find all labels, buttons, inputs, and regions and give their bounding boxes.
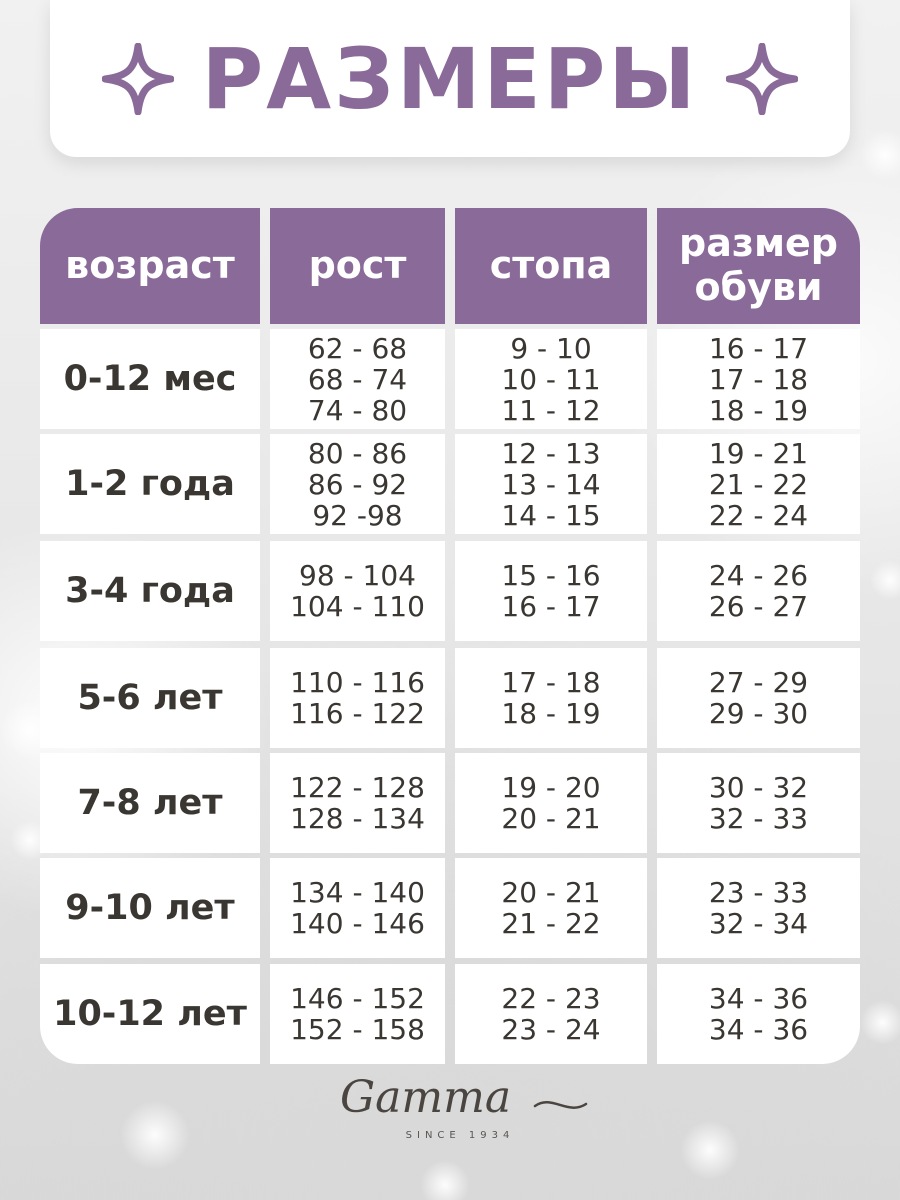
foot-value: 20 - 21: [501, 876, 601, 909]
height-value: 74 - 80: [307, 393, 408, 427]
height-value: 122 - 128: [290, 771, 425, 804]
table-cell-foot: [455, 858, 647, 958]
shoe-value: 34 - 36: [708, 1013, 809, 1046]
foot-value: 22 - 23: [501, 982, 601, 1015]
table-cell-foot: [455, 434, 647, 534]
height-value: 104 - 110: [290, 590, 425, 623]
foot-value: 15 - 16: [501, 559, 601, 592]
foot-value: 14 - 15: [501, 498, 601, 532]
height-value: 146 - 152: [290, 982, 425, 1015]
table-cell-shoe: [657, 434, 860, 534]
table-cell-age: [40, 648, 260, 748]
height-value: 110 - 116: [290, 666, 425, 699]
age-label: 7-8 лет: [77, 783, 223, 823]
table-cell-foot: [455, 329, 647, 429]
height-value: 128 - 134: [290, 802, 425, 835]
foot-value: 23 - 24: [501, 1013, 601, 1046]
shoe-value: 24 - 26: [708, 559, 809, 592]
size-table: [40, 208, 860, 1066]
table-cell-age: [40, 541, 260, 641]
sparkle-star-icon-left: [102, 43, 174, 115]
brand-logo: [330, 1068, 590, 1148]
shoe-value: 21 - 22: [708, 467, 809, 501]
shoe-value: 26 - 27: [708, 590, 809, 623]
foot-value: 11 - 12: [501, 393, 601, 427]
height-value: 80 - 86: [307, 436, 408, 470]
foot-value: 18 - 19: [501, 697, 601, 730]
table-cell-foot: [455, 648, 647, 748]
table-cell-height: [270, 648, 445, 748]
table-cell-age: [40, 434, 260, 534]
table-cell-shoe: [657, 541, 860, 641]
table-cell-shoe: [657, 648, 860, 748]
age-label: 5-6 лет: [77, 678, 223, 718]
foot-value: 10 - 11: [501, 362, 601, 396]
shoe-value: 29 - 30: [708, 697, 809, 730]
table-cell-height: [270, 329, 445, 429]
shoe-value: 18 - 19: [708, 393, 809, 427]
height-value: 68 - 74: [307, 362, 408, 396]
foot-value: 9 - 10: [510, 331, 592, 365]
table-cell-height: [270, 541, 445, 641]
shoe-value: 32 - 34: [708, 907, 809, 940]
table-cell-shoe: [657, 329, 860, 429]
title-banner: [50, 0, 850, 157]
shoe-value: 27 - 29: [708, 666, 809, 699]
height-value: 92 -98: [312, 498, 403, 532]
height-value: 134 - 140: [290, 876, 425, 909]
table-cell-age: [40, 753, 260, 853]
page-title: РАЗМЕРЫ: [201, 29, 699, 128]
age-label: 1-2 года: [65, 464, 235, 504]
foot-value: 20 - 21: [501, 802, 601, 835]
table-cell-height: [270, 434, 445, 534]
shoe-value: 34 - 36: [708, 982, 809, 1015]
header-label: возраст: [65, 243, 235, 288]
sparkle-star-icon-right: [726, 43, 798, 115]
foot-value: 12 - 13: [501, 436, 601, 470]
height-value: 86 - 92: [307, 467, 408, 501]
table-cell-age: [40, 329, 260, 429]
table-cell-foot: [455, 541, 647, 641]
logo-tagline: SINCE 1934: [405, 1130, 515, 1141]
table-cell-shoe: [657, 858, 860, 958]
header-shoe: [657, 208, 860, 324]
logo-wordmark: Gamma: [340, 1072, 512, 1123]
header-label: размер: [679, 221, 838, 266]
shoe-value: 32 - 33: [708, 802, 809, 835]
table-cell-age: [40, 964, 260, 1064]
header-label: стопа: [489, 243, 613, 288]
shoe-value: 16 - 17: [708, 331, 809, 365]
table-cell-age: [40, 858, 260, 958]
table-cell-shoe: [657, 964, 860, 1064]
height-value: 116 - 122: [290, 697, 425, 730]
foot-value: 16 - 17: [501, 590, 601, 623]
age-label: 0-12 мес: [63, 359, 237, 399]
header-label: рост: [308, 243, 407, 288]
shoe-value: 19 - 21: [708, 436, 809, 470]
height-value: 140 - 146: [290, 907, 425, 940]
shoe-value: 22 - 24: [708, 498, 809, 532]
header-age: [40, 208, 260, 324]
height-value: 98 - 104: [299, 559, 416, 592]
foot-value: 17 - 18: [501, 666, 601, 699]
header-foot: [455, 208, 647, 324]
header-height: [270, 208, 445, 324]
foot-value: 21 - 22: [501, 907, 601, 940]
foot-value: 19 - 20: [501, 771, 601, 804]
table-cell-shoe: [657, 753, 860, 853]
height-value: 62 - 68: [307, 331, 408, 365]
shoe-value: 30 - 32: [708, 771, 809, 804]
table-cell-height: [270, 858, 445, 958]
age-label: 10-12 лет: [53, 994, 247, 1034]
header-label: обуви: [694, 265, 823, 309]
age-label: 3-4 года: [65, 571, 235, 611]
table-cell-foot: [455, 753, 647, 853]
foot-value: 13 - 14: [501, 467, 601, 501]
shoe-value: 23 - 33: [708, 876, 809, 909]
age-label: 9-10 лет: [65, 888, 235, 928]
table-cell-height: [270, 964, 445, 1064]
table-cell-height: [270, 753, 445, 853]
gamma-logo-mark: [330, 1068, 590, 1126]
shoe-value: 17 - 18: [708, 362, 809, 396]
table-cell-foot: [455, 964, 647, 1064]
height-value: 152 - 158: [290, 1013, 425, 1046]
